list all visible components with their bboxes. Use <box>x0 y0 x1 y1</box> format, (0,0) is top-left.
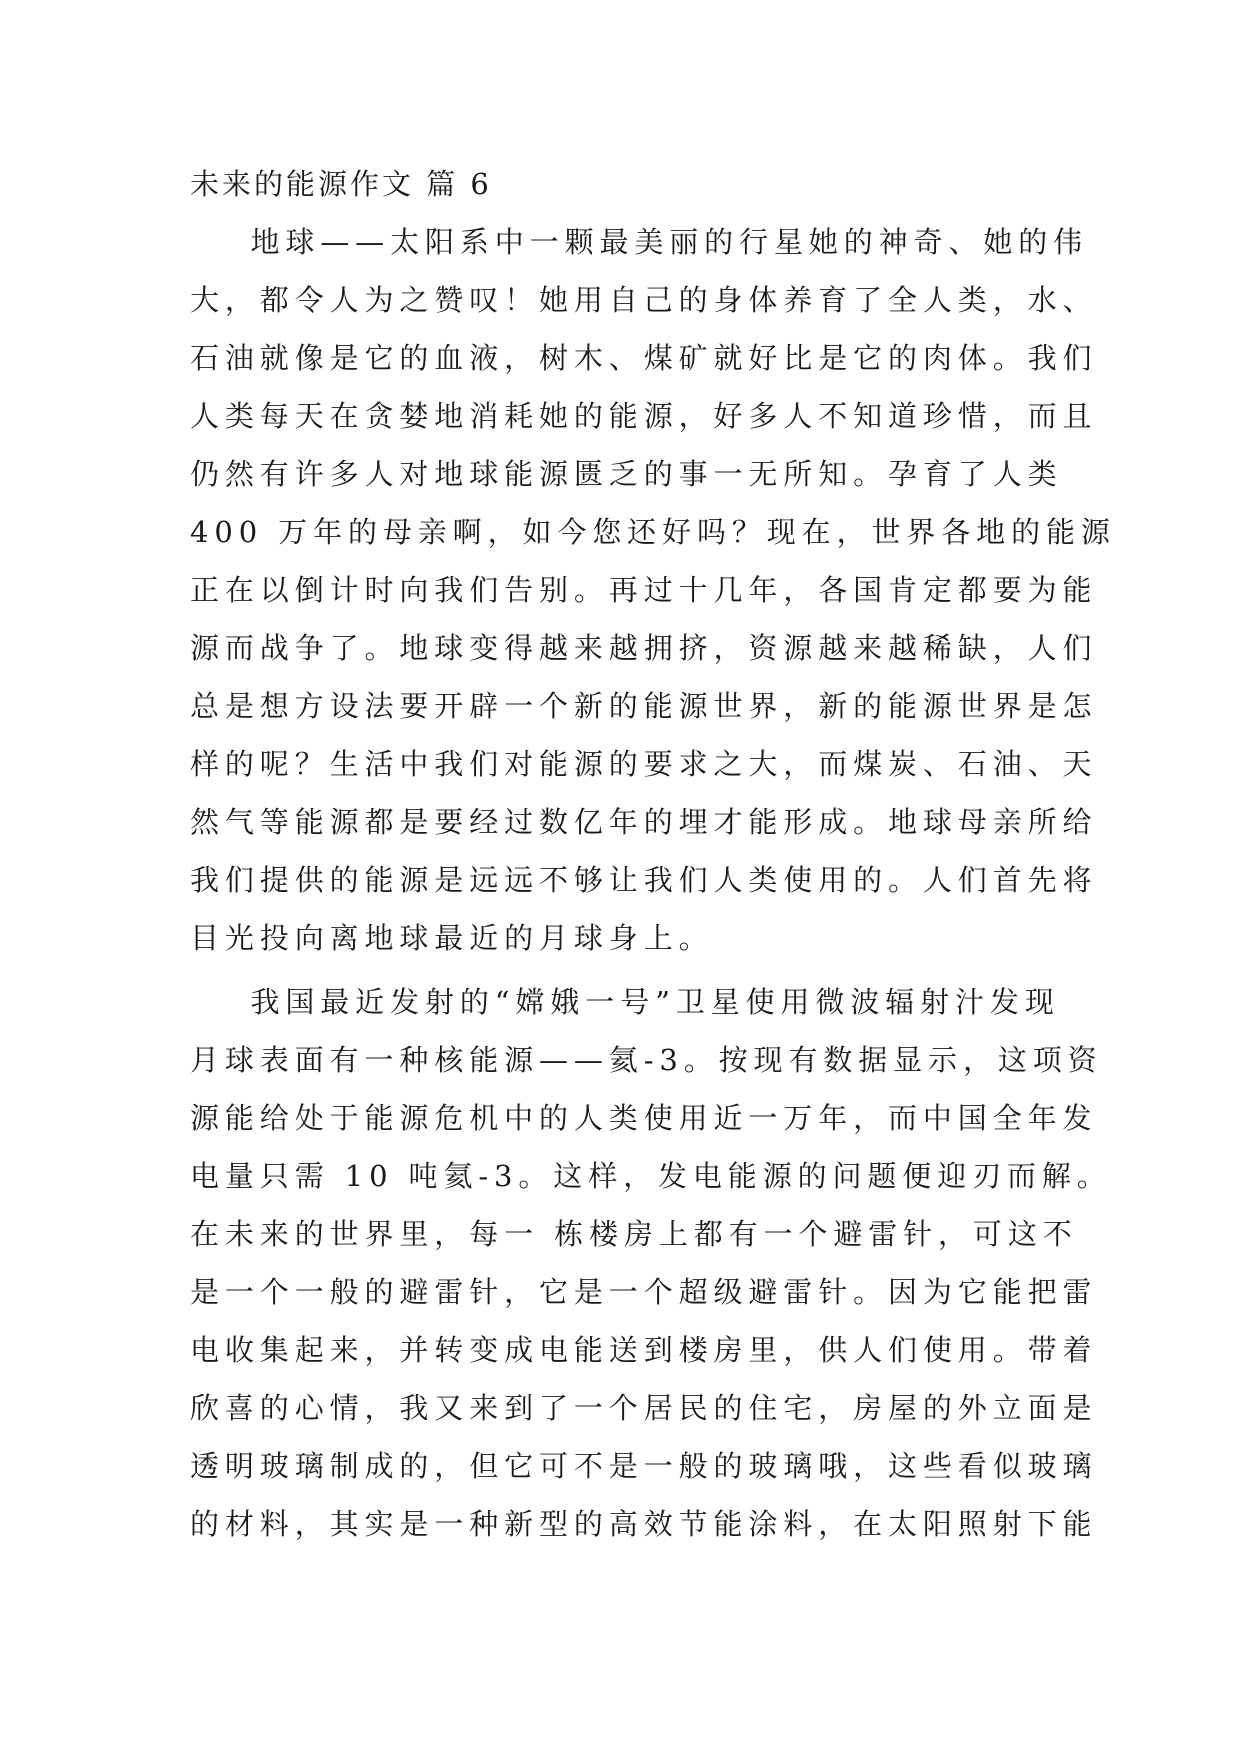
text-line: 电量只需 10 吨氦-3。这样，发电能源的问题便迎刃而解。 <box>190 1159 1112 1193</box>
text-line: 正在以倒计时向我们告别。再过十几年，各国肯定都要为能 <box>190 573 1098 607</box>
text-line: 400 万年的母亲啊，如今您还好吗？现在，世界各地的能源 <box>190 515 1116 549</box>
text-line: 在未来的世界里，每一 栋楼房上都有一个避雷针，可这不 <box>190 1217 1078 1251</box>
text-line: 电收集起来，并转变成电能送到楼房里，供人们使用。带着 <box>190 1333 1098 1367</box>
text-line: 我们提供的能源是远远不够让我们人类使用的。人们首先将 <box>190 863 1098 897</box>
text-line: 大，都令人为之赞叹！她用自己的身体养育了全人类，水、 <box>190 283 1098 317</box>
text-line: 总是想方设法要开辟一个新的能源世界，新的能源世界是怎 <box>190 689 1098 723</box>
text-line: 源而战争了。地球变得越来越拥挤，资源越来越稀缺，人们 <box>190 631 1098 665</box>
document-title: 未来的能源作文 篇 6 <box>190 167 492 201</box>
text-line: 样的呢？生活中我们对能源的要求之大，而煤炭、石油、天 <box>190 747 1098 781</box>
text-line: 然气等能源都是要经过数亿年的埋才能形成。地球母亲所给 <box>190 805 1098 839</box>
text-line: 欣喜的心情，我又来到了一个居民的住宅，房屋的外立面是 <box>190 1391 1098 1425</box>
text-line: 我国最近发射的“嫦娥一号”卫星使用微波辐射汁发现 <box>190 985 1060 1019</box>
text-line: 的材料，其实是一种新型的高效节能涂料，在太阳照射下能 <box>190 1507 1098 1541</box>
text-line: 源能给处于能源危机中的人类使用近一万年，而中国全年发 <box>190 1101 1098 1135</box>
text-line: 透明玻璃制成的，但它可不是一般的玻璃哦，这些看似玻璃 <box>190 1449 1098 1483</box>
text-line: 仍然有许多人对地球能源匮乏的事一无所知。孕育了人类 <box>190 457 1063 491</box>
text-line: 月球表面有一种核能源——氦-3。按现有数据显示，这项资 <box>190 1043 1103 1077</box>
text-line: 人类每天在贪婪地消耗她的能源，好多人不知道珍惜，而且 <box>190 399 1098 433</box>
text-line: 石油就像是它的血液，树木、煤矿就好比是它的肉体。我们 <box>190 341 1098 375</box>
text-line: 地球——太阳系中一颗最美丽的行星她的神奇、她的伟 <box>190 225 1089 259</box>
text-line: 是一个一般的避雷针，它是一个超级避雷针。因为它能把雷 <box>190 1275 1098 1309</box>
text-line: 目光投向离地球最近的月球身上。 <box>190 921 714 955</box>
